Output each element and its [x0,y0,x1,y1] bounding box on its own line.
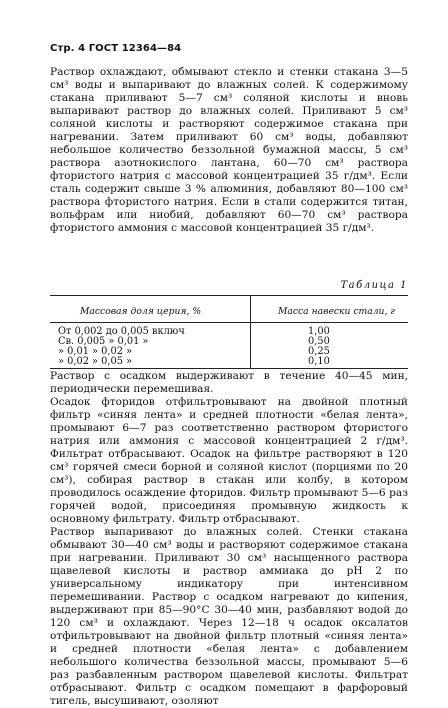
table-cell-range: » 0,01 » 0,02 » [58,346,133,357]
table-header-cerium: Массовая доля церия, % [80,306,202,317]
table-cell-mass: 0,50 [308,336,330,347]
table-cell-range: От 0,002 до 0,005 включ [58,326,185,337]
paragraph: Раствор охлаждают, обмывают стекло и стенки стакана 3—5 см³ воды и выпаривают до влажных солей. К содержимому стакана приливают 5—7 см³ соляной кислоты и вновь выпаривают раствор до влажных солей. Приливают 5 см³ соляной кислоты и растворяют содержимое стакана при нагревании. Затем приливают 60 см³ воды, добавляют небольшое количество беззольной бумажной массы, 5 см³ раствора азотнокислого лантана, 60—70 см³ раствора фтористого натрия с массовой концентрацией 35 г/дм³. Если сталь содержит свыше 3 % алюминия, добавляют 80—100 см³ раствора фтористого натрия. Если в стали содержится титан, вольфрам или ниобий, добавляют 60—70 см³ раствора фтористого аммония с массовой концентрацией 35 г/дм³. [50,66,408,234]
paragraph-block [50,370,408,708]
table-header-mass: Масса навески стали, г [278,306,395,317]
data-table [50,295,408,369]
paragraph: Раствор выпаривают до влажных солей. Стенки стакана обмывают 30—40 см³ воды и растворяют содержимое стакана при нагревании. Приливают 30 см³ насыщенного раствора щавелевой кислоты и раствор аммиака до pH 2 по универсальному индикатору при интенсивном перемешивании. Раствор с осадком нагревают до кипения, выдерживают при 85—90°С 30—40 мин, разбавляют водой до 120 см³ и охлаждают. Через 12—18 ч осадок оксалатов отфильтровывают на двойной фильтр плотный «синяя лента» и средней плотности «белая лента» с добавлением небольшого количества беззольной массы, промывают 5—6 раз разбавленным раствором щавелевой кислоты. Фильтрат отбрасывают. Фильтр с осадком помещают в фарфоровый тигель, высушивают, озоляют [50,526,408,707]
table-row [58,357,398,367]
paragraph: Осадок фторидов отфильтровывают на двойной плотный фильтр «синяя лента» и средней плотности «белая лента», промывают 6—7 раз соответственно раствором фтористого натрия или аммония с массовой концентрацией 2 г/дм³. Фильтрат отбрасывают. Осадок на фильтре растворяют в 120 см³ горячей смеси борной и соляной кислот (порциями по 20 см³), собирая раствор в стакан или колбу, в котором проводилось осаждение фторидов. Фильтр промывают 5—6 раз горячей водой, присоединяя промывную жидкость к основному фильтрату. Фильтр отбрасывают. [50,396,408,525]
table-cell-range: » 0,02 » 0,05 » [58,356,133,367]
table-header-divider [50,322,408,323]
page-header: Стр. 4 ГОСТ 12364—84 [50,43,182,54]
table-cell-mass: 0,25 [308,346,330,357]
table-cell-mass: 0,10 [308,356,330,367]
table-cell-range: Св. 0,005 » 0,01 » [58,336,149,347]
paragraph: Раствор с осадком выдерживают в течение 40—45 мин, периодически перемешивая. [50,370,408,395]
table-body [58,327,398,367]
table-caption: Таблица 1 [340,280,408,291]
table-cell-mass: 1,00 [308,326,330,337]
